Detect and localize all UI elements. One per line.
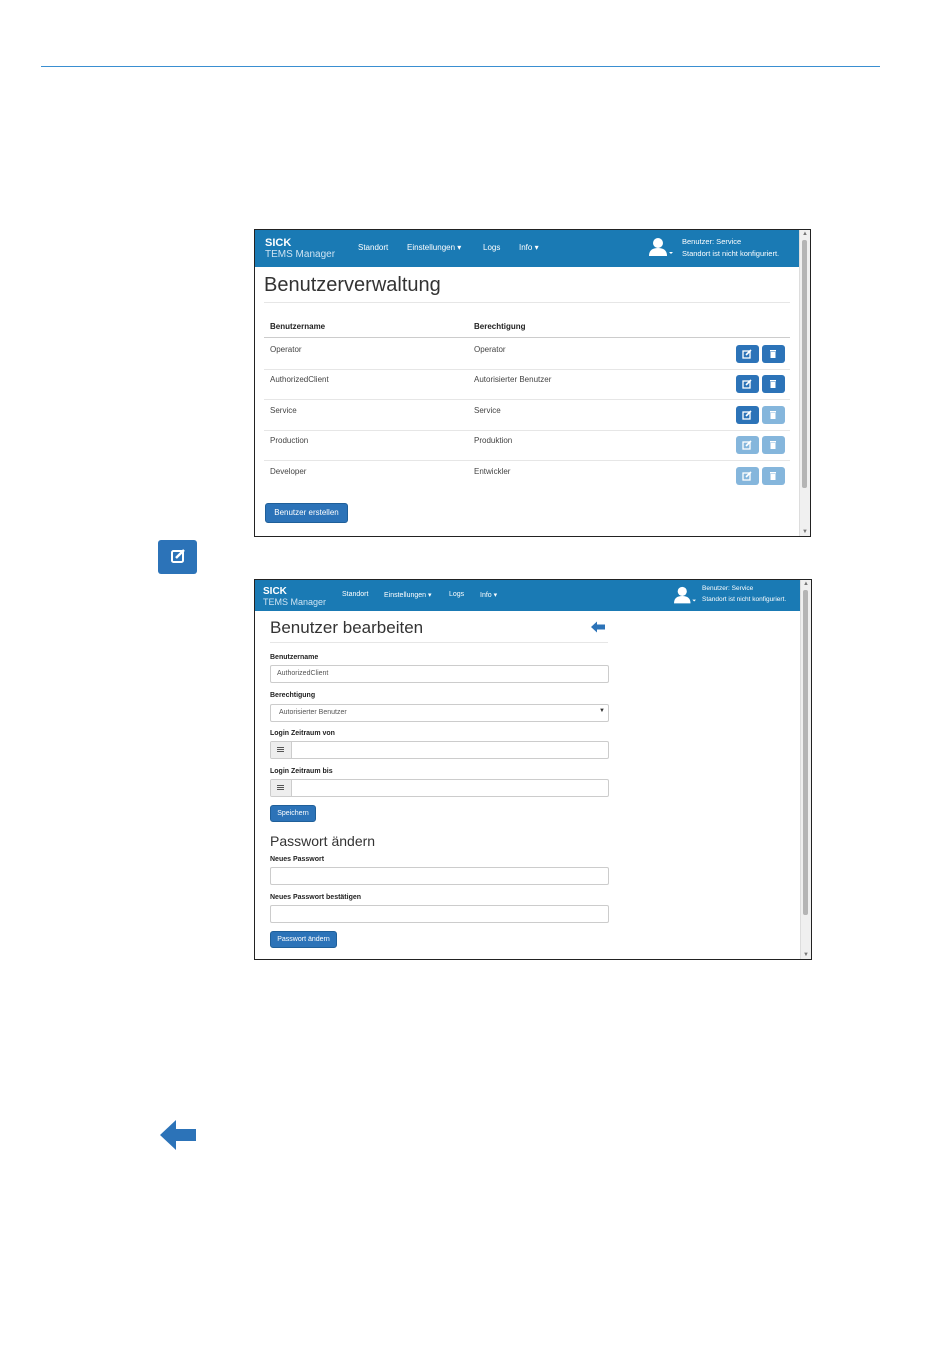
confirm-password-label: Neues Passwort bestätigen [270,894,362,901]
row-divider [264,460,790,461]
column-header-permission: Berechtigung [474,322,526,331]
user-name-text: Benutzer: Service [682,237,742,246]
table-row-username: Developer [270,467,307,476]
change-password-button[interactable]: Passwort ändern [270,931,337,948]
navbar [255,230,800,267]
nav-standort[interactable]: Standort [358,243,389,252]
delete-user-button[interactable] [762,375,785,393]
table-row-permission: Produktion [474,436,513,445]
trash-icon [768,410,779,420]
trash-icon [768,349,779,359]
navbar [255,580,801,611]
nav-einstellungen[interactable]: Einstellungen ▾ [407,243,462,252]
scrollbar[interactable] [800,580,811,959]
username-field-value: AuthorizedClient [277,670,329,677]
login-to-field[interactable] [270,779,609,797]
delete-user-button-disabled[interactable] [762,467,785,485]
scroll-up-arrow[interactable]: ▲ [802,231,808,237]
edit-icon [742,349,753,359]
login-to-label: Login Zeitraum bis [270,768,333,775]
back-arrow-icon-illustration [159,1119,197,1151]
table-row-username: AuthorizedClient [270,375,329,384]
edit-user-button[interactable] [736,345,759,363]
table-row-permission: Service [474,406,501,415]
edit-icon [742,440,753,450]
user-location-status: Standort ist nicht konfiguriert. [682,249,780,258]
create-user-button[interactable]: Benutzer erstellen [265,503,348,523]
username-label: Benutzername [270,654,319,661]
delete-user-button[interactable] [762,345,785,363]
scroll-up-arrow[interactable]: ▲ [803,581,809,587]
row-divider [264,399,790,400]
nav-logs[interactable]: Logs [483,243,501,252]
brand-tems: TEMS Manager [263,597,327,607]
nav-standort[interactable]: Standort [342,591,369,598]
brand-logo[interactable] [265,237,335,260]
password-section-title: Passwort ändern [270,833,376,849]
permission-select[interactable] [270,704,609,722]
permission-select-value: Autorisierter Benutzer [279,709,347,716]
edit-user-button[interactable] [736,375,759,393]
permission-label: Berechtigung [270,692,316,699]
row-divider [264,430,790,431]
nav-info[interactable]: Info ▾ [480,592,498,599]
table-row-permission: Autorisierter Benutzer [474,375,552,384]
nav-logs[interactable]: Logs [449,591,465,598]
brand-sick: SICK [265,237,292,249]
screenshot-edit-user [254,579,812,960]
calendar-icon[interactable] [271,742,292,758]
brand-sick: SICK [263,586,287,597]
user-avatar-icon[interactable] [673,585,697,607]
edit-user-button-disabled[interactable] [736,436,759,454]
row-divider [264,369,790,370]
username-field[interactable] [270,665,609,683]
page-top-rule [41,66,880,67]
scroll-thumb[interactable] [803,590,808,915]
user-avatar-icon[interactable] [648,236,674,260]
new-password-label: Neues Passwort [270,856,325,863]
calendar-icon[interactable] [271,780,292,796]
edit-icon [158,540,197,574]
table-row-permission: Entwickler [474,467,511,476]
nav-info[interactable]: Info ▾ [519,243,539,252]
new-password-field[interactable] [270,867,609,885]
scroll-down-arrow[interactable]: ▼ [802,529,808,535]
scrollbar[interactable] [799,230,810,536]
confirm-password-field[interactable] [270,905,609,923]
trash-icon [768,440,779,450]
page-title: Benutzerverwaltung [264,274,441,296]
edit-user-button-disabled[interactable] [736,467,759,485]
brand-logo[interactable] [263,586,326,607]
table-row-permission: Operator [474,345,506,354]
edit-icon [742,379,753,389]
chevron-down-icon: ▼ [599,708,605,714]
back-arrow-icon[interactable] [590,621,606,633]
scroll-down-arrow[interactable]: ▼ [803,952,809,958]
table-row-username: Operator [270,345,302,354]
user-name-text: Benutzer: Service [702,585,754,592]
nav-einstellungen[interactable]: Einstellungen ▾ [384,592,432,599]
edit-icon-illustration [158,540,197,574]
table-row-username: Service [270,406,297,415]
login-from-label: Login Zeitraum von [270,730,335,737]
page-title: Benutzer bearbeiten [270,618,424,637]
delete-user-button-disabled[interactable] [762,406,785,424]
brand-tems: TEMS Manager [265,249,336,260]
column-header-username: Benutzername [270,322,326,331]
table-row-username: Production [270,436,309,445]
edit-icon [742,410,753,420]
table-header-divider [264,337,790,338]
login-from-field[interactable] [270,741,609,759]
trash-icon [768,379,779,389]
title-divider [264,302,790,303]
edit-icon [742,471,753,481]
trash-icon [768,471,779,481]
scroll-thumb[interactable] [802,240,807,488]
screenshot-user-management [254,229,811,537]
user-location-status: Standort ist nicht konfiguriert. [702,596,787,603]
edit-user-button[interactable] [736,406,759,424]
delete-user-button-disabled[interactable] [762,436,785,454]
save-button[interactable]: Speichern [270,805,316,822]
title-divider [270,642,608,643]
